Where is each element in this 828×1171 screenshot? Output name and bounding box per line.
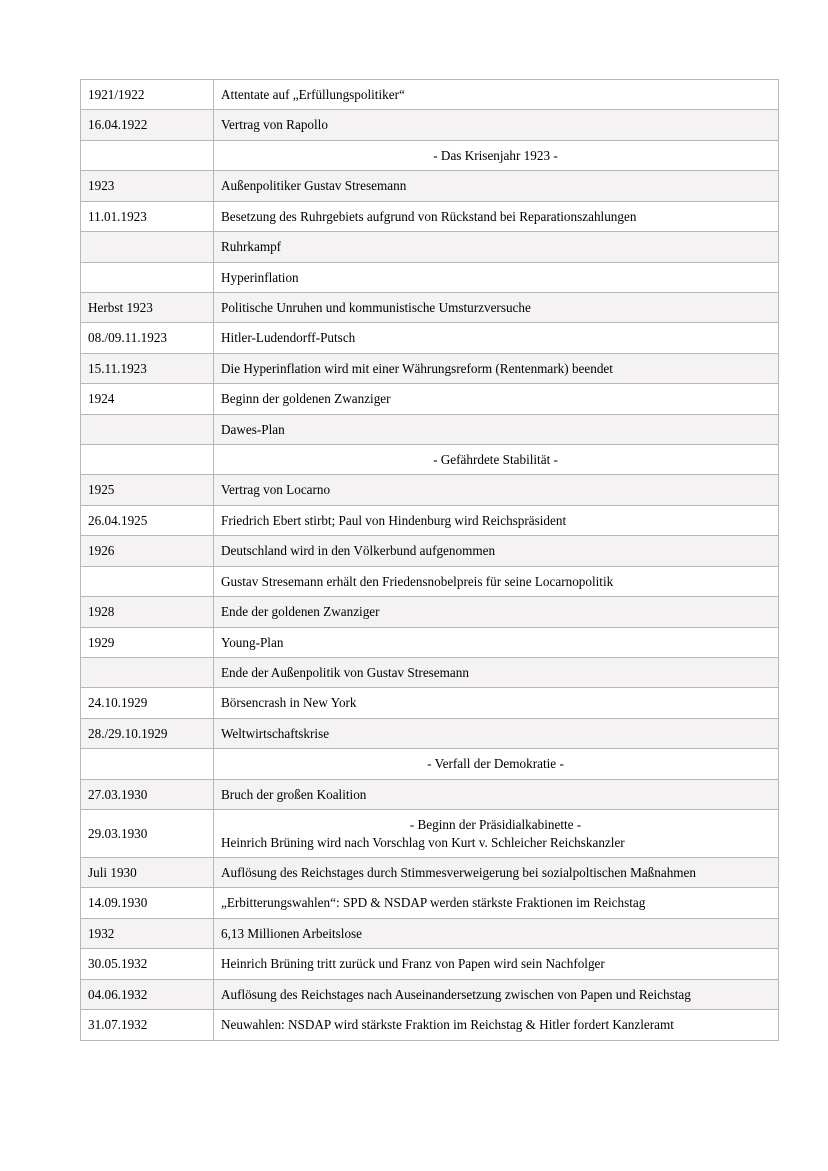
row-event: Auflösung des Reichstages nach Auseinandersetzung zwischen von Papen und Reichstag <box>214 979 779 1009</box>
row-event: Hitler-Ludendorff-Putsch <box>214 323 779 353</box>
table-row <box>81 140 779 170</box>
table-row <box>81 688 779 718</box>
row-event: Besetzung des Ruhrgebiets aufgrund von Rückstand bei Reparationszahlungen <box>214 201 779 231</box>
table-row <box>81 414 779 444</box>
row-event: Dawes-Plan <box>214 414 779 444</box>
row-event <box>214 810 779 858</box>
row-date <box>81 232 214 262</box>
table-row <box>81 262 779 292</box>
table-row <box>81 1010 779 1040</box>
row-event-text: Heinrich Brüning wird nach Vorschlag von Kurt v. Schleicher Reichskanzler <box>221 834 625 850</box>
row-date: 14.09.1930 <box>81 888 214 918</box>
row-date: 1928 <box>81 597 214 627</box>
row-date: 29.03.1930 <box>81 810 214 858</box>
row-date: 30.05.1932 <box>81 949 214 979</box>
row-date <box>81 566 214 596</box>
table-row <box>81 232 779 262</box>
row-date: 15.11.1923 <box>81 353 214 383</box>
row-date: 1929 <box>81 627 214 657</box>
row-date <box>81 658 214 688</box>
row-date: 1921/1922 <box>81 80 214 110</box>
row-date: 26.04.1925 <box>81 505 214 535</box>
row-event: Hyperinflation <box>214 262 779 292</box>
row-event: Weltwirtschaftskrise <box>214 718 779 748</box>
row-date: 27.03.1930 <box>81 779 214 809</box>
row-date: 08./09.11.1923 <box>81 323 214 353</box>
row-event-heading: - Beginn der Präsidialkabinette - <box>409 817 582 833</box>
timeline-table-body <box>81 80 779 1041</box>
table-row <box>81 658 779 688</box>
row-event: Attentate auf „Erfüllungspolitiker“ <box>214 80 779 110</box>
table-row <box>81 201 779 231</box>
row-date <box>81 445 214 475</box>
row-date: Herbst 1923 <box>81 292 214 322</box>
row-event: - Verfall der Demokratie - <box>214 749 779 779</box>
row-date: 1923 <box>81 171 214 201</box>
timeline-table-container <box>80 79 748 1041</box>
row-event: Vertrag von Locarno <box>214 475 779 505</box>
table-row <box>81 888 779 918</box>
table-row <box>81 597 779 627</box>
table-row <box>81 505 779 535</box>
row-event: Neuwahlen: NSDAP wird stärkste Fraktion im Reichstag & Hitler fordert Kanzleramt <box>214 1010 779 1040</box>
row-event: Beginn der goldenen Zwanziger <box>214 384 779 414</box>
row-event: Politische Unruhen und kommunistische Umsturzversuche <box>214 292 779 322</box>
row-date: 31.07.1932 <box>81 1010 214 1040</box>
table-row <box>81 779 779 809</box>
table-row <box>81 171 779 201</box>
row-event: „Erbitterungswahlen“: SPD & NSDAP werden stärkste Fraktionen im Reichstag <box>214 888 779 918</box>
row-event: Deutschland wird in den Völkerbund aufgenommen <box>214 536 779 566</box>
table-row <box>81 627 779 657</box>
table-row <box>81 810 779 858</box>
table-row <box>81 566 779 596</box>
row-date: 04.06.1932 <box>81 979 214 1009</box>
row-date <box>81 749 214 779</box>
row-event: Young-Plan <box>214 627 779 657</box>
row-event: 6,13 Millionen Arbeitslose <box>214 918 779 948</box>
row-event: Friedrich Ebert stirbt; Paul von Hindenburg wird Reichspräsident <box>214 505 779 535</box>
table-row <box>81 749 779 779</box>
table-row <box>81 918 779 948</box>
table-row <box>81 292 779 322</box>
row-date: Juli 1930 <box>81 857 214 887</box>
table-row <box>81 979 779 1009</box>
table-row <box>81 80 779 110</box>
row-event: Die Hyperinflation wird mit einer Währungsreform (Rentenmark) beendet <box>214 353 779 383</box>
row-event: Auflösung des Reichstages durch Stimmesverweigerung bei sozialpoltischen Maßnahmen <box>214 857 779 887</box>
table-row <box>81 110 779 140</box>
row-date <box>81 140 214 170</box>
row-event: - Das Krisenjahr 1923 - <box>214 140 779 170</box>
row-date: 1926 <box>81 536 214 566</box>
table-row <box>81 323 779 353</box>
row-date <box>81 262 214 292</box>
table-row <box>81 536 779 566</box>
row-event: Ruhrkampf <box>214 232 779 262</box>
table-row <box>81 384 779 414</box>
table-row <box>81 353 779 383</box>
row-date: 11.01.1923 <box>81 201 214 231</box>
timeline-table <box>80 79 779 1041</box>
table-row <box>81 949 779 979</box>
row-event: Ende der goldenen Zwanziger <box>214 597 779 627</box>
table-row <box>81 475 779 505</box>
row-date: 1925 <box>81 475 214 505</box>
row-date: 16.04.1922 <box>81 110 214 140</box>
row-event: Heinrich Brüning tritt zurück und Franz von Papen wird sein Nachfolger <box>214 949 779 979</box>
row-event: Ende der Außenpolitik von Gustav Stresemann <box>214 658 779 688</box>
row-date <box>81 414 214 444</box>
row-date: 1924 <box>81 384 214 414</box>
row-date: 28./29.10.1929 <box>81 718 214 748</box>
row-date: 1932 <box>81 918 214 948</box>
row-event: Bruch der großen Koalition <box>214 779 779 809</box>
table-row <box>81 718 779 748</box>
row-event: Vertrag von Rapollo <box>214 110 779 140</box>
row-event: Börsencrash in New York <box>214 688 779 718</box>
row-event: Außenpolitiker Gustav Stresemann <box>214 171 779 201</box>
row-event: Gustav Stresemann erhält den Friedensnobelpreis für seine Locarnopolitik <box>214 566 779 596</box>
row-event: - Gefährdete Stabilität - <box>214 445 779 475</box>
row-date: 24.10.1929 <box>81 688 214 718</box>
table-row <box>81 857 779 887</box>
table-row <box>81 445 779 475</box>
